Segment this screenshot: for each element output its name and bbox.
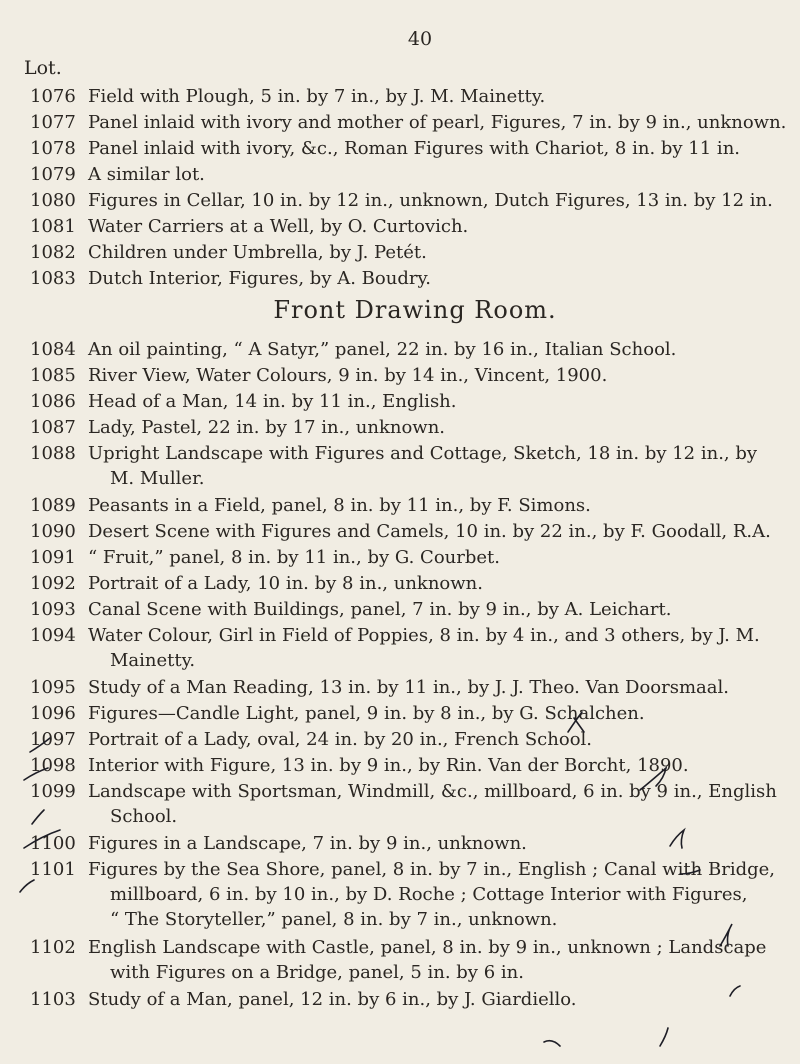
lot-number: 1083: [30, 268, 76, 289]
lot-description: Peasants in a Field, panel, 8 in. by 11 in., by F. Simons.: [88, 495, 591, 516]
lot-description-line: English Landscape with Castle, panel, 8 in. by 9 in., unknown ; Landscape: [88, 937, 767, 958]
lot-number: 1095: [30, 677, 76, 698]
lot-number: 1096: [30, 703, 76, 724]
lot-description: Panel inlaid with ivory and mother of pearl, Figures, 7 in. by 9 in., unknown.: [88, 112, 787, 133]
lot-number: 1100: [30, 833, 76, 854]
lot-description: Panel inlaid with ivory, &c., Roman Figures with Chariot, 8 in. by 11 in.: [88, 138, 741, 159]
lot-description: An oil painting, “ A Satyr,” panel, 22 in. by 16 in., Italian School.: [88, 339, 677, 360]
lot-description: Study of a Man Reading, 13 in. by 11 in., by J. J. Theo. Van Doorsmaal.: [88, 677, 729, 698]
lot-description: Canal Scene with Buildings, panel, 7 in. by 9 in., by A. Leichart.: [88, 599, 672, 620]
lot-description: “ Fruit,” panel, 8 in. by 11 in., by G. Courbet.: [88, 547, 500, 568]
lot-number: 1081: [30, 216, 76, 237]
lot-number: 1078: [30, 138, 76, 159]
lot-number: 1090: [30, 521, 76, 542]
lot-number: 1092: [30, 573, 76, 594]
lot-number: 1103: [30, 989, 76, 1010]
lot-number: 1102: [30, 937, 76, 958]
lot-number: 1089: [30, 495, 76, 516]
lot-number: 1101: [30, 859, 76, 880]
lot-number: 1085: [30, 365, 76, 386]
lot-number: 1084: [30, 339, 76, 360]
lot-description: [88, 779, 793, 829]
section-title: Front Drawing Room.: [273, 296, 557, 324]
lot-column-header: Lot.: [24, 57, 62, 79]
lot-number: 1093: [30, 599, 76, 620]
handwritten-mark: [544, 1041, 560, 1046]
lot-description-continuation: millboard, 6 in. by 10 in., by D. Roche ; Cottage Interior with Figures,: [110, 884, 748, 905]
lot-description-line: Water Colour, Girl in Field of Poppies, 8 in. by 4 in., and 3 others, by J. M.: [88, 625, 760, 646]
lot-description: A similar lot.: [88, 164, 205, 185]
lot-description: [88, 935, 793, 985]
lot-description-continuation: with Figures on a Bridge, panel, 5 in. by 6 in.: [110, 962, 524, 983]
lot-number: 1088: [30, 443, 76, 464]
lot-description: Study of a Man, panel, 12 in. by 6 in., by J. Giardiello.: [88, 989, 577, 1010]
lot-number: 1079: [30, 164, 76, 185]
lot-description: Water Carriers at a Well, by O. Curtovich.: [88, 216, 469, 237]
lot-description: Lady, Pastel, 22 in. by 17 in., unknown.: [88, 417, 446, 438]
lot-description-continuation: School.: [110, 806, 178, 827]
lot-description-continuation: Mainetty.: [110, 650, 196, 671]
lot-description: [88, 441, 793, 491]
lot-description: Interior with Figure, 13 in. by 9 in., by Rin. Van der Borcht, 1890.: [88, 755, 689, 776]
lot-number: 1080: [30, 190, 76, 211]
lot-description: Dutch Interior, Figures, by A. Boudry.: [88, 268, 431, 289]
lot-description: River View, Water Colours, 9 in. by 14 in., Vincent, 1900.: [88, 365, 608, 386]
lot-number: 1076: [30, 86, 76, 107]
lot-number: 1094: [30, 625, 76, 646]
lot-description: [88, 857, 793, 932]
lot-number: 1097: [30, 729, 76, 750]
handwritten-mark: [32, 810, 44, 824]
lot-number: 1099: [30, 781, 76, 802]
lot-description: Children under Umbrella, by J. Petét.: [88, 242, 427, 263]
lot-description: Figures in a Landscape, 7 in. by 9 in., unknown.: [88, 833, 527, 854]
lot-description-line: Upright Landscape with Figures and Cottage, Sketch, 18 in. by 12 in., by: [88, 443, 758, 464]
page-number: 40: [407, 28, 433, 50]
lot-number: 1091: [30, 547, 76, 568]
lot-description-continuation: “ The Storyteller,” panel, 8 in. by 7 in., unknown.: [110, 909, 558, 930]
lot-number: 1077: [30, 112, 76, 133]
lot-number: 1087: [30, 417, 76, 438]
lot-number: 1098: [30, 755, 76, 776]
lot-description: Portrait of a Lady, oval, 24 in. by 20 in., French School.: [88, 729, 593, 750]
lot-description-line: Landscape with Sportsman, Windmill, &c., millboard, 6 in. by 9 in., English: [88, 781, 777, 802]
lot-description: Desert Scene with Figures and Camels, 10 in. by 22 in., by F. Goodall, R.A.: [88, 521, 771, 542]
lot-description-line: Figures by the Sea Shore, panel, 8 in. by 7 in., English ; Canal with Bridge,: [88, 859, 775, 880]
lot-number: 1086: [30, 391, 76, 412]
lot-description: Portrait of a Lady, 10 in. by 8 in., unknown.: [88, 573, 483, 594]
lot-number: 1082: [30, 242, 76, 263]
lot-description: Figures—Candle Light, panel, 9 in. by 8 in., by G. Schalchen.: [88, 703, 645, 724]
handwritten-mark: [660, 1028, 668, 1046]
lot-description: Head of a Man, 14 in. by 11 in., English.: [88, 391, 457, 412]
lot-description: [88, 623, 793, 673]
lot-description: Field with Plough, 5 in. by 7 in., by J. M. Mainetty.: [88, 86, 546, 107]
lot-description-continuation: M. Muller.: [110, 468, 205, 489]
lot-description: Figures in Cellar, 10 in. by 12 in., unknown, Dutch Figures, 13 in. by 12 in.: [88, 190, 773, 211]
